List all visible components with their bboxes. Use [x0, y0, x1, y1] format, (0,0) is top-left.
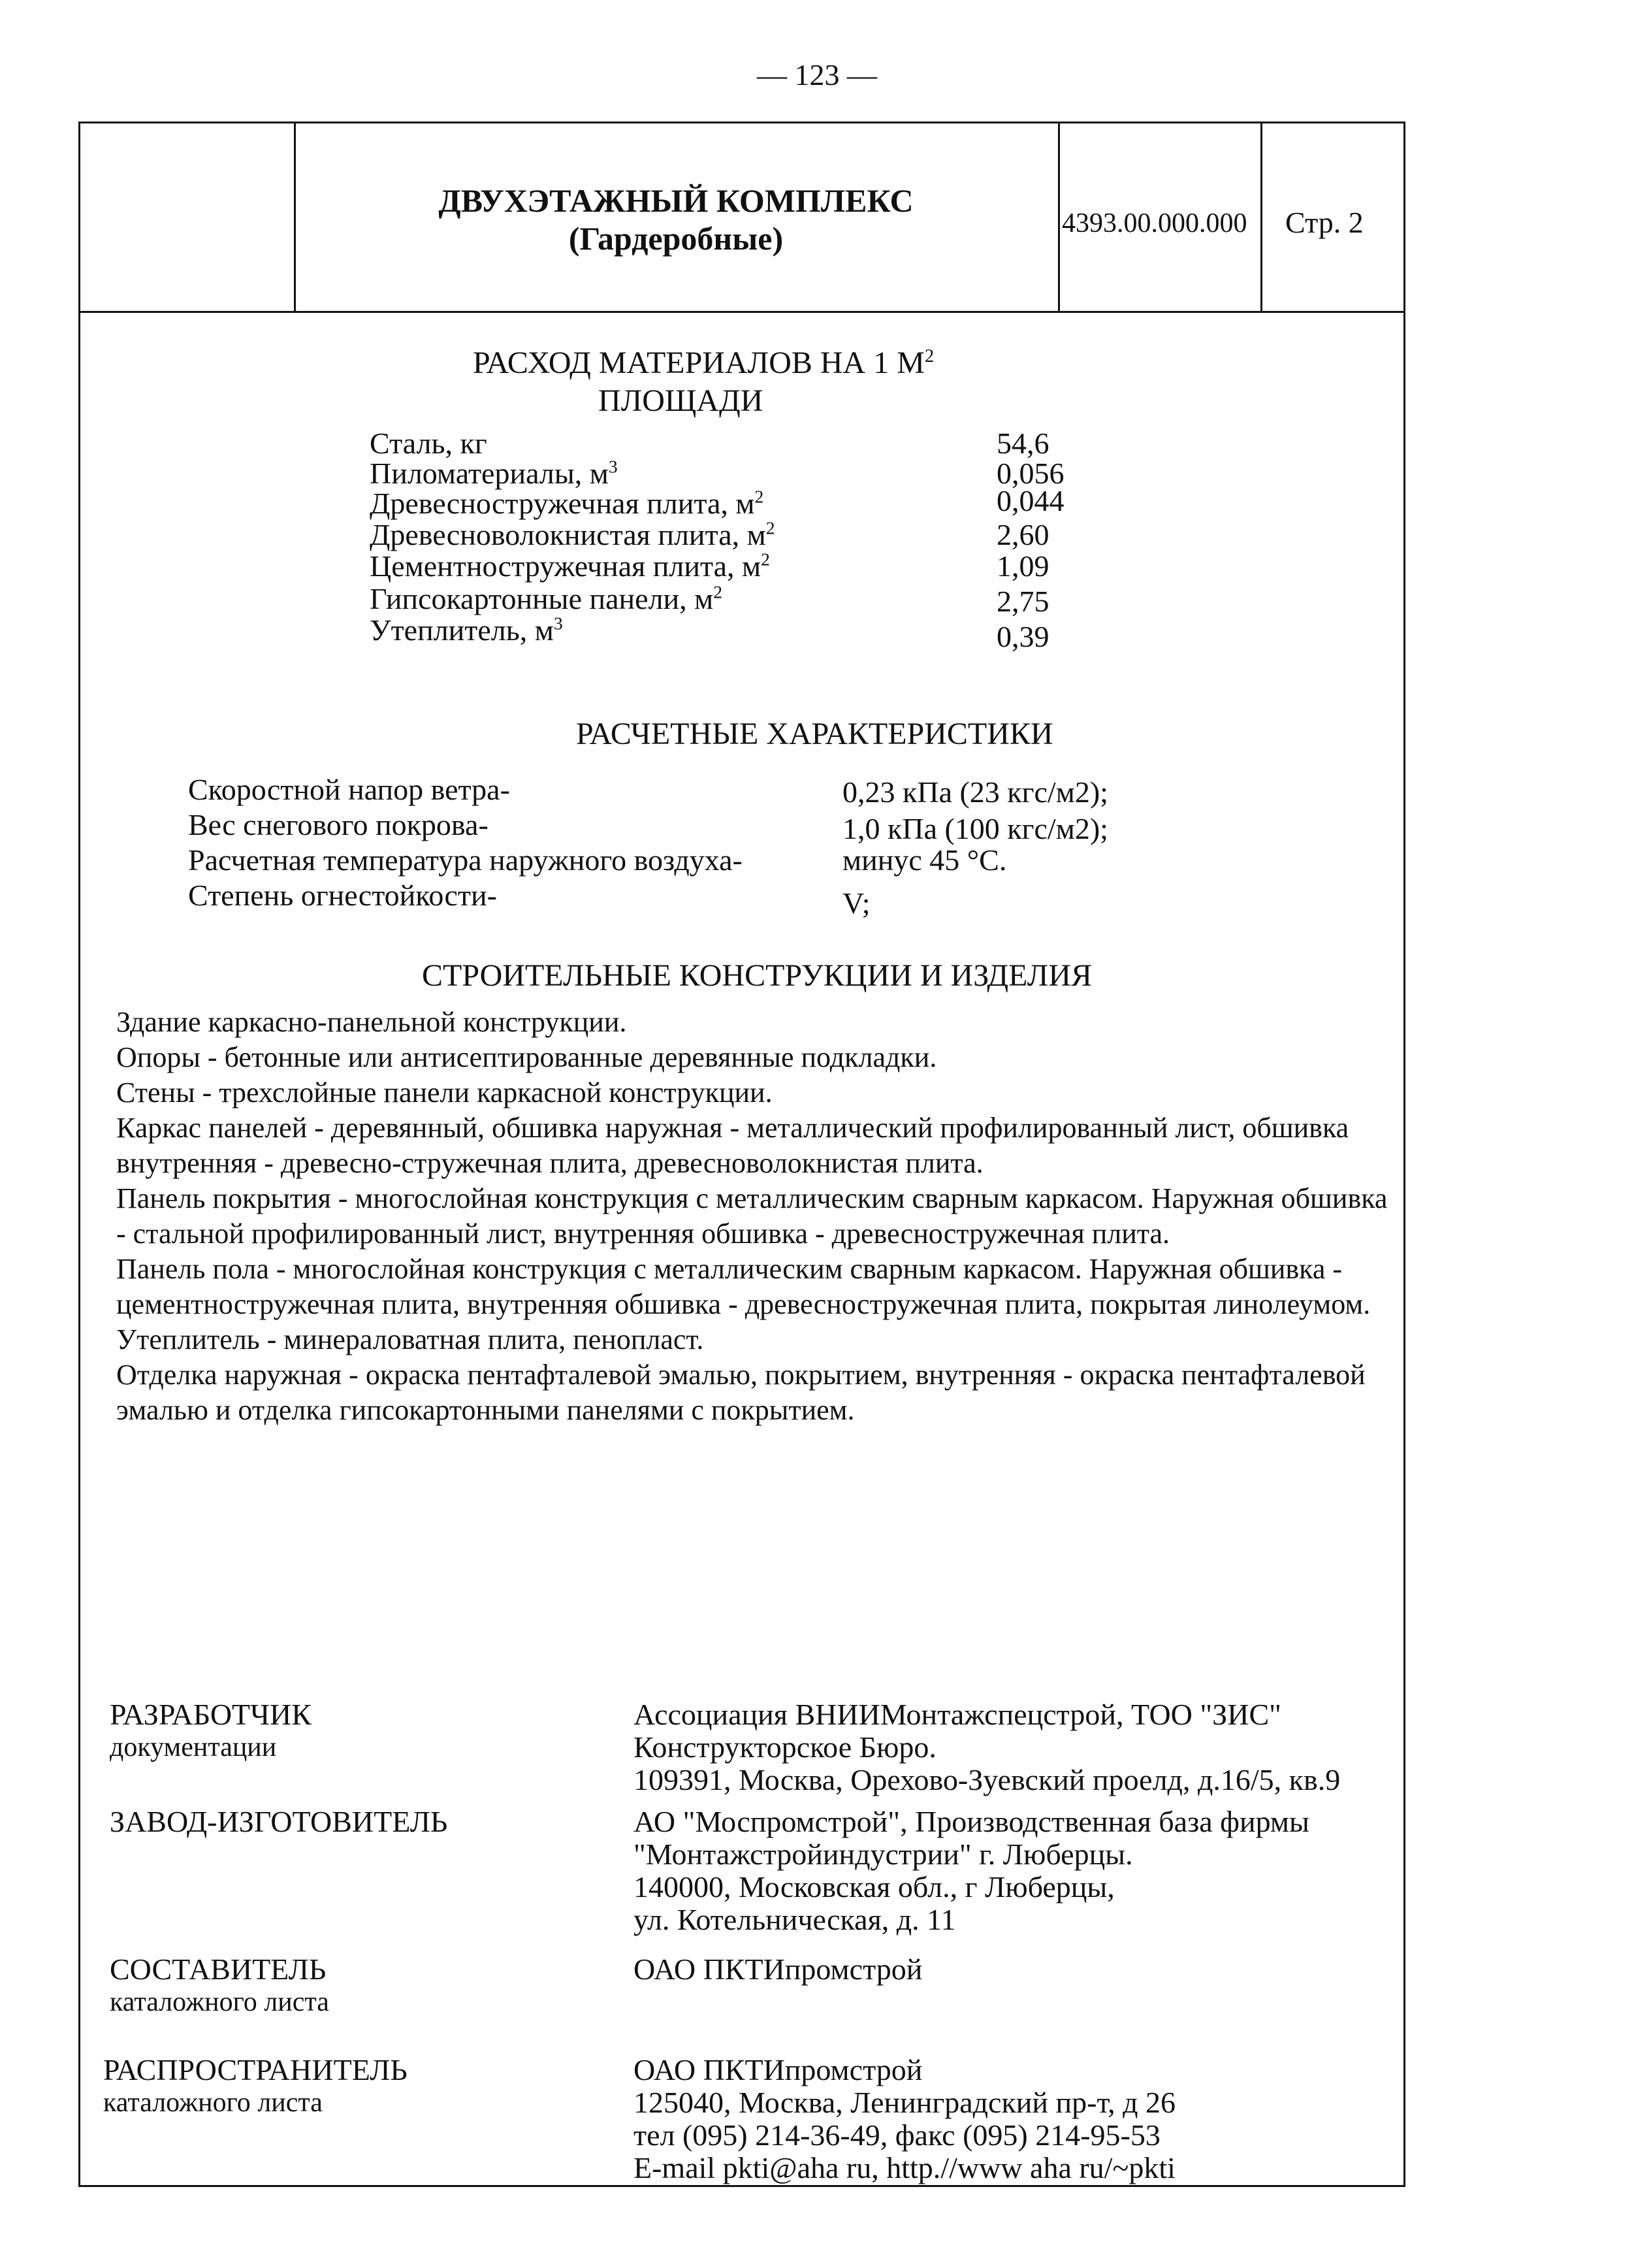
constructions-paragraph: Каркас панелей - деревянный, обшивка наружная - металлический профилированный лист, обшивка внутренняя - древесно-стружечная плита, древесноволокнистая плита.	[116, 1112, 1349, 1179]
materials-heading-line-1	[473, 345, 934, 381]
material-name: Древесностружечная плита, $м^2$	[370, 486, 764, 520]
material-name: Утеплитель, $м^3$	[370, 613, 563, 647]
constructions-heading: СТРОИТЕЛЬНЫЕ КОНСТРУКЦИИ И ИЗДЕЛИЯ	[422, 958, 1092, 993]
material-value: 1,09	[997, 549, 1049, 583]
manufacturer-label: ЗАВОД-ИЗГОТОВИТЕЛЬ	[110, 1805, 448, 1838]
characteristic-name: Вес снегового покрова-	[188, 808, 489, 841]
material-value: 54,6	[997, 427, 1049, 460]
header-column-line-2	[1058, 122, 1060, 311]
material-value: 0,044	[997, 484, 1065, 517]
characteristic-name: Скоростной напор ветра-	[188, 773, 510, 806]
constructions-paragraph: Панель пола - многослойная конструкция с металлическим сварным каркасом. Наружная обшивка - цементностружечная плита, внутренняя обшивка - древесностружечная плита, покрытая линолеумом.	[116, 1253, 1371, 1320]
material-name: Гипсокартонные панели, $м^2$	[370, 581, 723, 615]
title-line-1: ДВУХЭТАЖНЫЙ КОМПЛЕКС	[438, 182, 914, 219]
constructions-paragraph: Утеплитель - минераловатная плита, пенопласт.	[116, 1323, 704, 1355]
material-value: 2,60	[997, 518, 1049, 551]
developer-info: Ассоциация ВНИИМонтажспецстрой, ТОО "ЗИС" Конструкторское Бюро. 109391, Москва, Орехово-Зуевский проелд, д.16/5, кв.9	[633, 1698, 1341, 1796]
distributor-info: ОАО ПКТИпромстрой 125040, Москва, Ленинградский пр-т, д 26 тел (095) 214-36-49, факс (095) 214-95-53 E-mail pkti@aha ru, http.//www aha ru/~pkti	[633, 2053, 1176, 2184]
document-title	[294, 182, 1058, 257]
manufacturer-info: АО "Моспромстрой", Производственная база фирмы "Монтажстройиндустрии" г. Люберцы. 140000, Московская обл., г Люберцы, ул. Котельническая, д. 11	[633, 1805, 1309, 1936]
characteristic-value: минус 45 °С.	[842, 843, 1007, 877]
material-name: Древесноволокнистая плита, $м^2$	[370, 517, 775, 551]
constructions-paragraph: Опоры - бетонные или антисептированные деревянные подкладки.	[116, 1041, 937, 1073]
distributor-label: РАСПРОСТРАНИТЕЛЬ каталожного листа	[103, 2053, 408, 2118]
material-name: Сталь, кг	[370, 427, 487, 460]
constructions-paragraph: Здание каркасно-панельной конструкции.	[116, 1006, 627, 1038]
constructions-text	[116, 1005, 1403, 1428]
materials-heading-text: РАСХОД МАТЕРИАЛОВ НА 1 М	[473, 346, 925, 380]
material-value: 2,75	[997, 585, 1049, 618]
material-name: Цементностружечная плита, $м^2$	[370, 549, 770, 583]
document-code: 4393.00.000.000	[1062, 208, 1247, 238]
sheet-page-label: Стр. 2	[1285, 206, 1364, 239]
material-name: Пиломатериалы, $м^3$	[370, 456, 618, 490]
characteristic-name: Расчетная температура наружного воздуха-	[188, 843, 743, 877]
material-value: 0,056	[997, 457, 1065, 490]
constructions-paragraph: Отделка наружная - окраска пентафталевой эмалью, покрытием, внутренняя - окраска пентафталевой эмалью и отделка гипсокартонными панелями с покрытием.	[116, 1359, 1366, 1426]
developer-label: РАЗРАБОТЧИК документации	[110, 1698, 312, 1762]
materials-heading-sup: 2	[924, 346, 935, 366]
constructions-paragraph: Панель покрытия - многослойная конструкция с металлическим сварным каркасом. Наружная обшивка - стальной профилированный лист, внутренняя обшивка - древесностружечная плита.	[116, 1182, 1388, 1250]
materials-heading-line-2: ПЛОЩАДИ	[598, 383, 763, 418]
characteristics-heading: РАСЧЕТНЫЕ ХАРАКТЕРИСТИКИ	[576, 717, 1053, 751]
material-value: 0,39	[997, 620, 1049, 653]
characteristic-name: Степень огнестойкости-	[188, 879, 497, 912]
compiler-label: СОСТАВИТЕЛЬ каталожного листа	[110, 1952, 329, 2017]
characteristic-value: V;	[842, 886, 871, 920]
characteristic-value: 1,0 кПа (100 кгс/м2);	[842, 812, 1108, 845]
title-line-2: (Гардеробные)	[568, 220, 784, 257]
characteristic-value: 0,23 кПа (23 кгс/м2);	[842, 775, 1108, 809]
constructions-paragraph: Стены - трехслойные панели каркасной конструкции.	[116, 1077, 773, 1109]
compiler-info: ОАО ПКТИпромстрой	[633, 1952, 923, 1986]
page-number: — 123 —	[757, 58, 877, 91]
header-column-line-3	[1260, 122, 1262, 311]
header-divider	[78, 311, 1405, 313]
